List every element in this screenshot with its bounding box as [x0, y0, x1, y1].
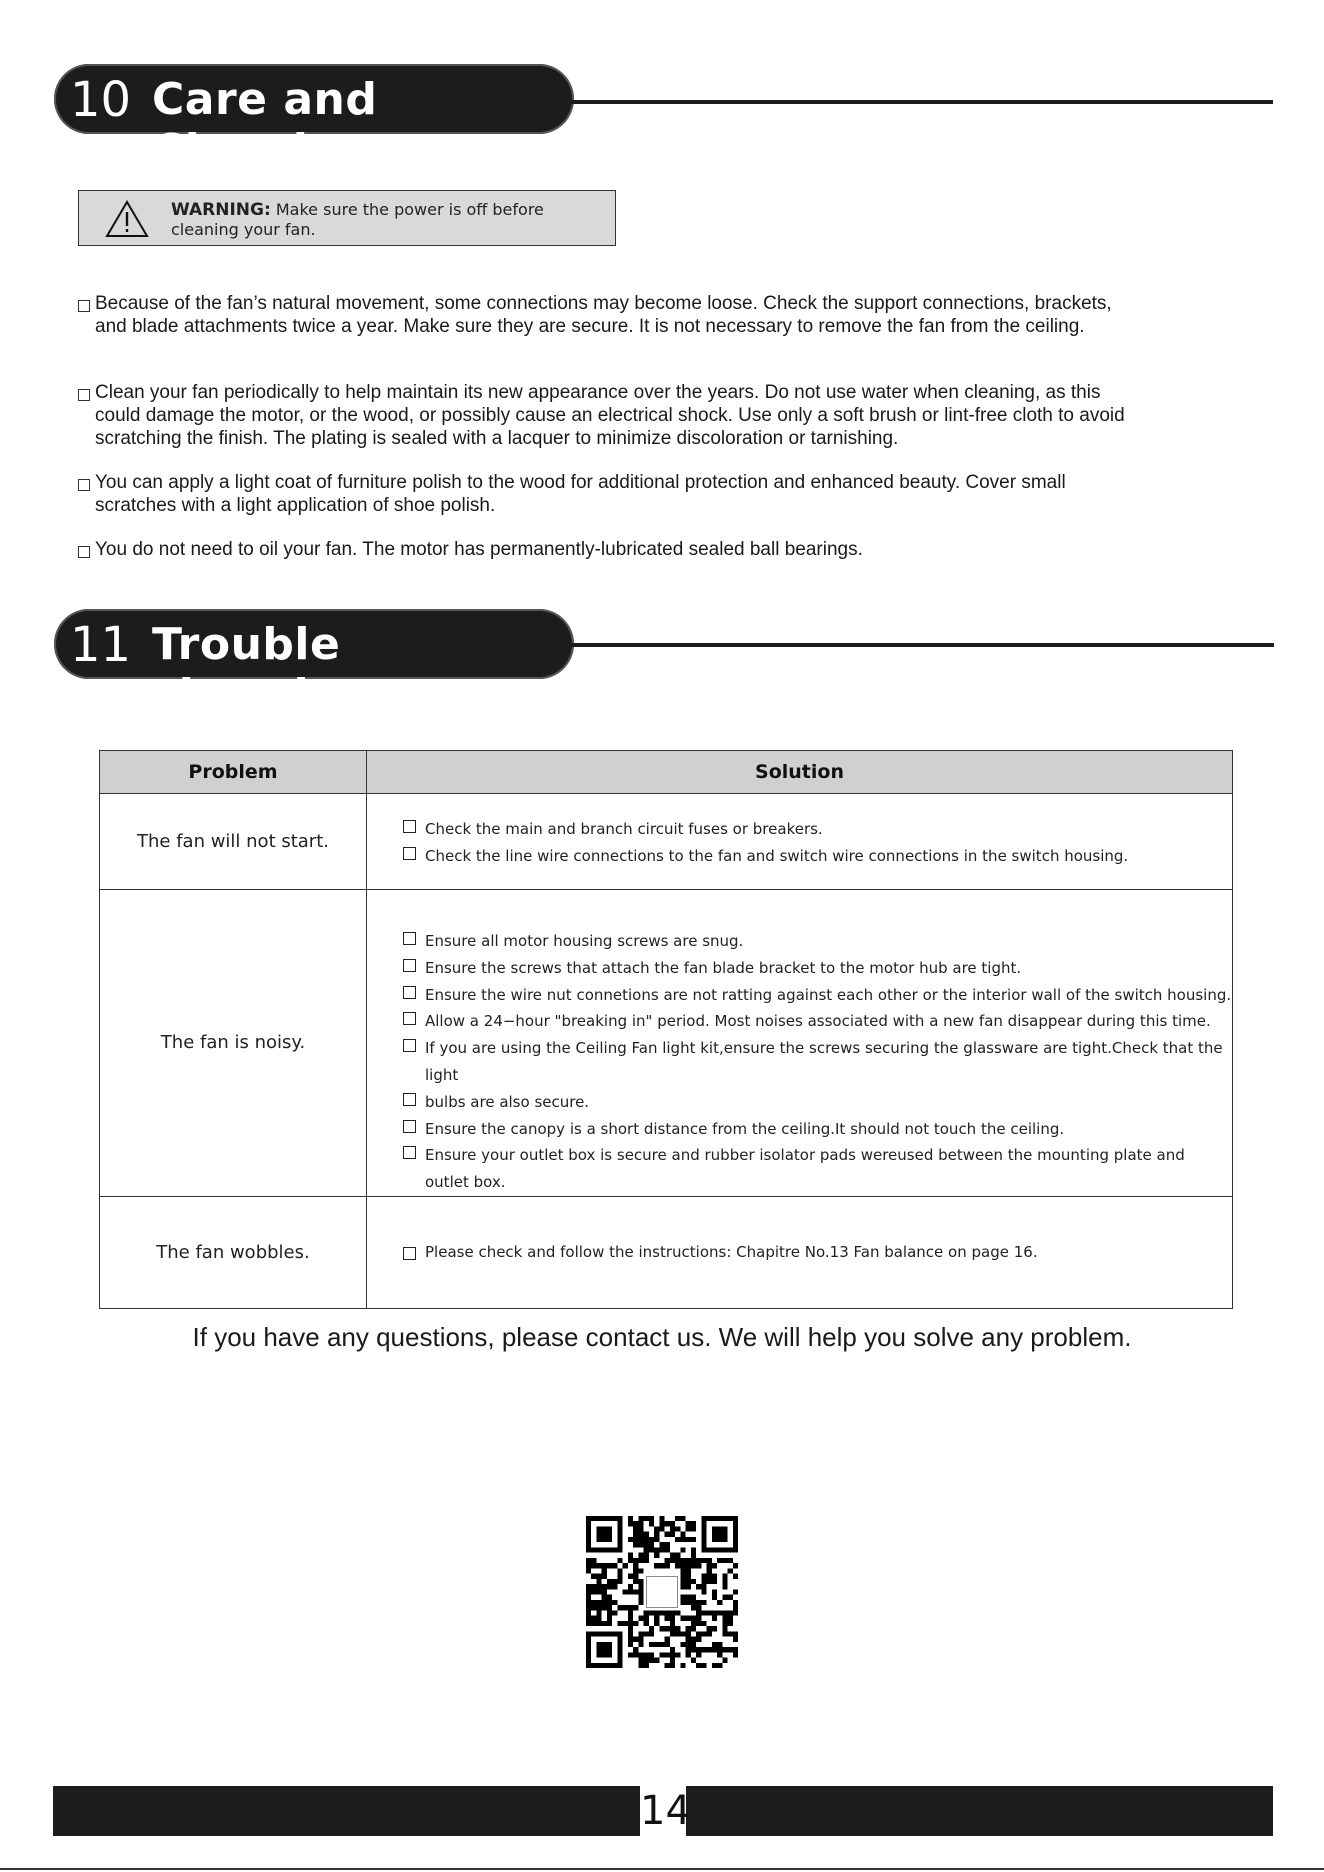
- checkbox-icon: [403, 1012, 416, 1025]
- contact-message: If you have any questions, please contact us. We will help you solve any problem.: [192, 1322, 1132, 1352]
- bullet-square-icon: [78, 300, 90, 312]
- table-row: [100, 794, 1233, 890]
- warning-label: WARNING:: [171, 200, 271, 220]
- bottom-rule: [0, 1868, 1324, 1870]
- care-item-text: You do not need to oil your fan. The motor has permanently-lubricated sealed ball bearings.: [95, 539, 863, 560]
- section-10-header: [54, 64, 574, 176]
- checkbox-icon: [403, 820, 416, 833]
- care-item: [78, 292, 1138, 338]
- solution-list: [367, 794, 1232, 870]
- solution-item: Ensure the screws that attach the fan blade bracket to the motor hub are tight.: [403, 955, 1232, 982]
- checkbox-icon: [403, 847, 416, 860]
- problem-cell: The fan will not start.: [100, 794, 367, 890]
- troubleshooting-table: [99, 750, 1233, 1309]
- section-10-number: 10: [70, 72, 132, 128]
- checkbox-icon: [403, 932, 416, 945]
- solution-cell: [367, 1196, 1233, 1308]
- solution-item: Check the line wire connections to the fan and switch wire connections in the switch housing.: [403, 843, 1232, 870]
- bullet-square-icon: [78, 479, 90, 491]
- checkbox-icon: [403, 959, 416, 972]
- bullet-square-icon: [78, 546, 90, 558]
- solution-item: Allow a 24−hour "breaking in" period. Most noises associated with a new fan disappear during this time.: [403, 1008, 1232, 1035]
- solution-item: Please check and follow the instructions: Chapitre No.13 Fan balance on page 16.: [403, 1243, 1232, 1261]
- care-item: [78, 471, 1138, 517]
- care-item-text: Clean your fan periodically to help maintain its new appearance over the years. Do not use water when cleaning, as this could damage the motor, or the wood, or possibly cause an electrical shock. Use only a soft brush or lint-free cloth to avoid scratching the finish. The plating is sealed with a lacquer to minimize discoloration or tarnishing.: [95, 382, 1125, 449]
- checkbox-icon: [403, 1120, 416, 1133]
- bullet-square-icon: [78, 389, 90, 401]
- solution-cell: [367, 890, 1233, 1197]
- table-row: [100, 1196, 1233, 1308]
- solution-list: [367, 1243, 1232, 1261]
- care-item: [78, 381, 1138, 450]
- section-11-rule: [570, 643, 1274, 647]
- solution-cell: [367, 794, 1233, 890]
- problem-cell: The fan wobbles.: [100, 1196, 367, 1308]
- checkbox-icon: [403, 1039, 416, 1052]
- section-11-title: Trouble shooting: [152, 619, 373, 721]
- warning-text: [171, 200, 611, 239]
- checkbox-icon: [403, 1093, 416, 1106]
- solution-item: Ensure the canopy is a short distance from the ceiling.It should not touch the ceiling.: [403, 1116, 1232, 1143]
- checkbox-icon: [403, 1146, 416, 1159]
- solution-item: Check the main and branch circuit fuses or breakers.: [403, 816, 1232, 843]
- warning-message: Make sure the power is off before cleaning your fan.: [171, 200, 544, 239]
- qr-code-icon[interactable]: [586, 1516, 738, 1668]
- warning-triangle-icon: [105, 200, 149, 238]
- solution-item: Ensure all motor housing screws are snug.: [403, 928, 1232, 955]
- section-10-rule: [570, 100, 1273, 104]
- care-item-text: Because of the fan’s natural movement, some connections may become loose. Check the support connections, brackets, and blade attachments twice a year. Make sure they are secure. It is not necessary to remove the fan from the ceiling.: [95, 293, 1112, 337]
- checkbox-icon: [403, 986, 416, 999]
- solution-item: bulbs are also secure.: [403, 1089, 1232, 1116]
- table-header-row: [100, 751, 1233, 794]
- section-11-number: 11: [70, 617, 132, 673]
- solution-item: If you are using the Ceiling Fan light kit,ensure the screws securing the glassware are tight.Check that the light: [403, 1035, 1232, 1089]
- care-item: [78, 538, 1138, 561]
- section-11-header: [54, 609, 574, 721]
- care-item-text: You can apply a light coat of furniture polish to the wood for additional protection and enhanced beauty. Cover small scratches with a light application of shoe polish.: [95, 472, 1066, 516]
- warning-box: [78, 190, 616, 246]
- header-solution: Solution: [367, 751, 1233, 794]
- page-number: 14: [640, 1788, 691, 1834]
- checkbox-icon: [403, 1247, 416, 1260]
- solution-item: Ensure your outlet box is secure and rubber isolator pads wereused between the mounting plate and outlet box.: [403, 1142, 1232, 1196]
- section-10-title: Care and Cleaning: [152, 74, 378, 176]
- problem-cell: The fan is noisy.: [100, 890, 367, 1197]
- solution-list: [367, 890, 1232, 1196]
- solution-item: Ensure the wire nut connetions are not ratting against each other or the interior wall of the switch housing.: [403, 982, 1232, 1009]
- table-row: [100, 890, 1233, 1197]
- header-problem: Problem: [100, 751, 367, 794]
